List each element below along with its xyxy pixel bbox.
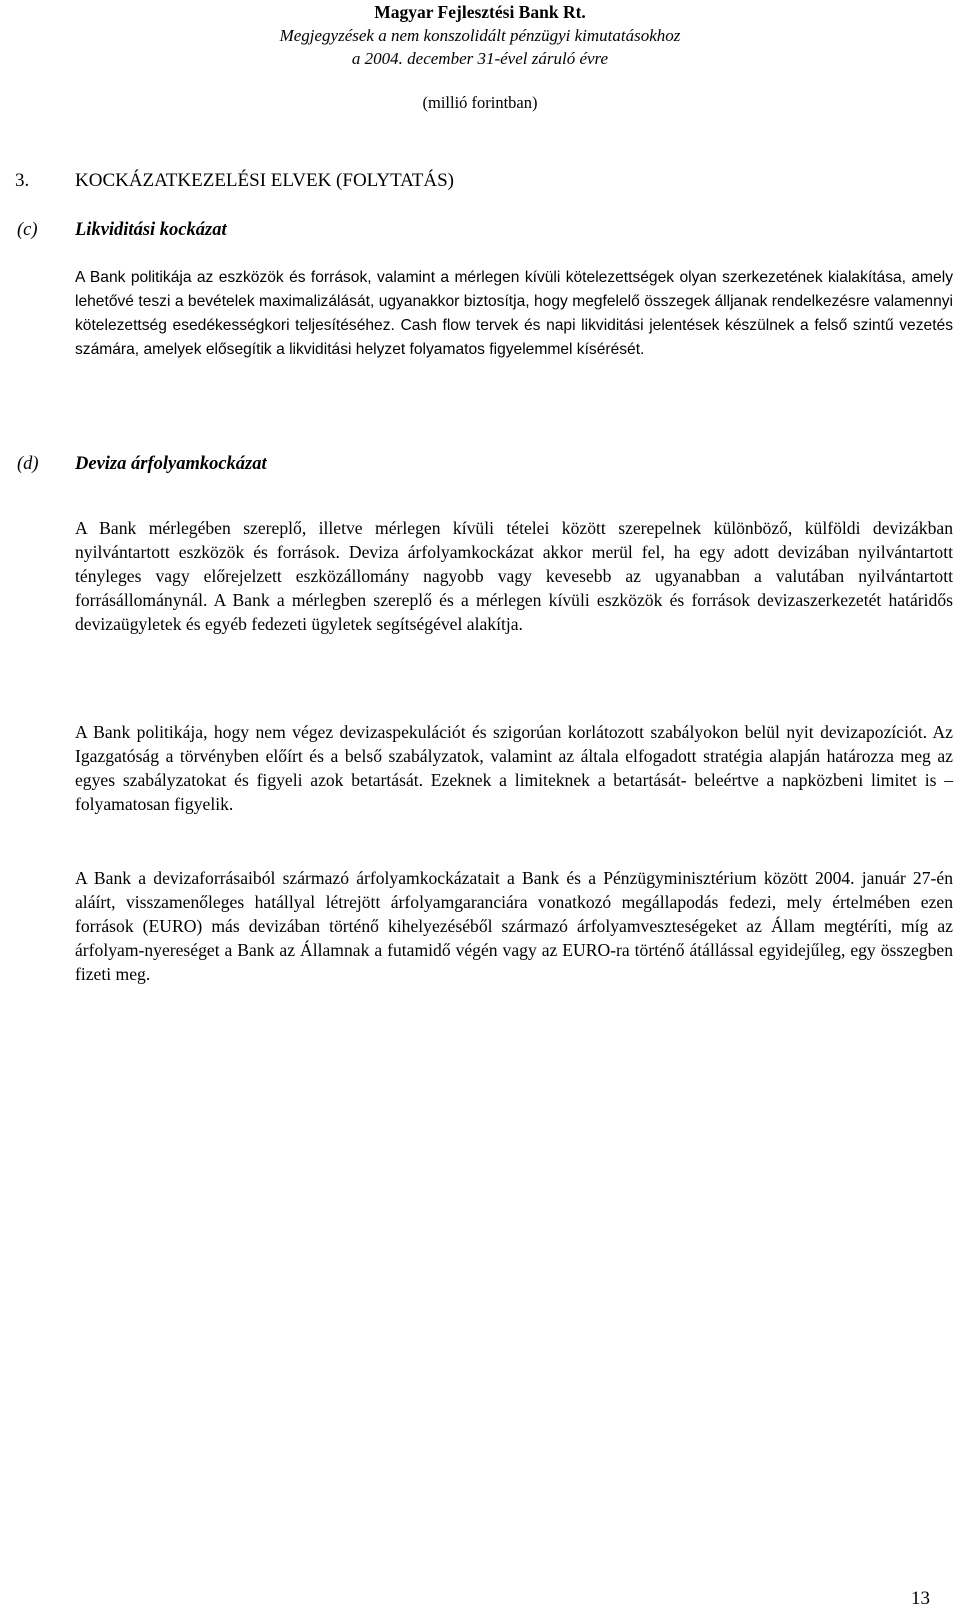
paragraph: A Bank politikája az eszközök és források, valamint a mérlegen kívüli kötelezettségek olyan szerkezetének kialakítása, amely lehetővé teszi a bevételek maximalizálását, ugyanakkor biztosítja, hogy megfelelő összegek álljanak rendelkezésre valamennyi kötelezettség esedékességkori teljesítéséhez. Cash flow tervek és napi likviditási jelentések készülnek a felső szintű vezetés számára, amelyek elősegítik a likviditási helyzet folyamatos figyelemmel kísérését. — [75, 269, 953, 358]
paragraph: A Bank mérlegében szereplő, illetve mérlegen kívüli tételei között szerepelnek különböző, külföldi devizákban nyilvántartott eszközök és források. Deviza árfolyamkockázat akkor merül fel, ha egy adott devizában nyilvántartott tényleges vagy előrejelzett eszközállomány nagyobb vagy kevesebb az ugyanabban a valutában nyilvántartott forrásállománynál. A Bank a mérlegben szereplő és a mérlegen kívüli eszközök és források devizaszerkezetét határidős devizaügyletek és egyéb fedezeti ügyletek segítségével alakítja. — [75, 518, 953, 634]
subsection-title: Deviza árfolyamkockázat — [75, 454, 267, 474]
paragraph: A Bank politikája, hogy nem végez devizaspekulációt és szigorúan korlátozott szabályokon belül nyit devizapozíciót. Az Igazgatóság a törvényben előírt és a belső szabályzatok, valamint az általa elfogadott stratégia alapján határozza meg az egyes szabályzatokat és figyeli azok betartását. Ezeknek a limiteknek a betartását- beleértve a napközbeni limitet is – folyamatosan figyelik. — [75, 722, 953, 814]
section-number: 3. — [15, 170, 30, 191]
report-subtitle-line2: a 2004. december 31-ével záruló évre — [351, 49, 609, 68]
page-number: 13 — [911, 1588, 930, 1609]
subsection-letter: (d) — [17, 454, 39, 474]
subsection-letter: (c) — [17, 220, 38, 240]
section-title: KOCKÁZATKEZELÉSI ELVEK (FOLYTATÁS) — [75, 170, 455, 191]
report-subtitle-line1: Megjegyzések a nem konszolidált pénzügyi kimutatásokhoz — [279, 26, 681, 45]
currency-unit-note: (millió forintban) — [422, 93, 538, 112]
company-name: Magyar Fejlesztési Bank Rt. — [374, 2, 586, 22]
subsection-title: Likviditási kockázat — [75, 220, 227, 240]
paragraph: A Bank a devizaforrásaiból származó árfolyamkockázatait a Bank és a Pénzügyminisztérium között 2004. január 27-én aláírt, visszamenőleges hatállyal létrejött árfolyamgaranciára vonatkozó megállapodás fedezi, mely értelmében ezen források (EURO) más devizában történő kihelyezéséből származó árfolyamveszteségeket az Állam megtéríti, míg az árfolyam-nyereséget a Bank az Államnak a futamidő végén vagy az EURO-ra történő átállással egyidejűleg, egy összegben fizeti meg. — [75, 868, 953, 984]
